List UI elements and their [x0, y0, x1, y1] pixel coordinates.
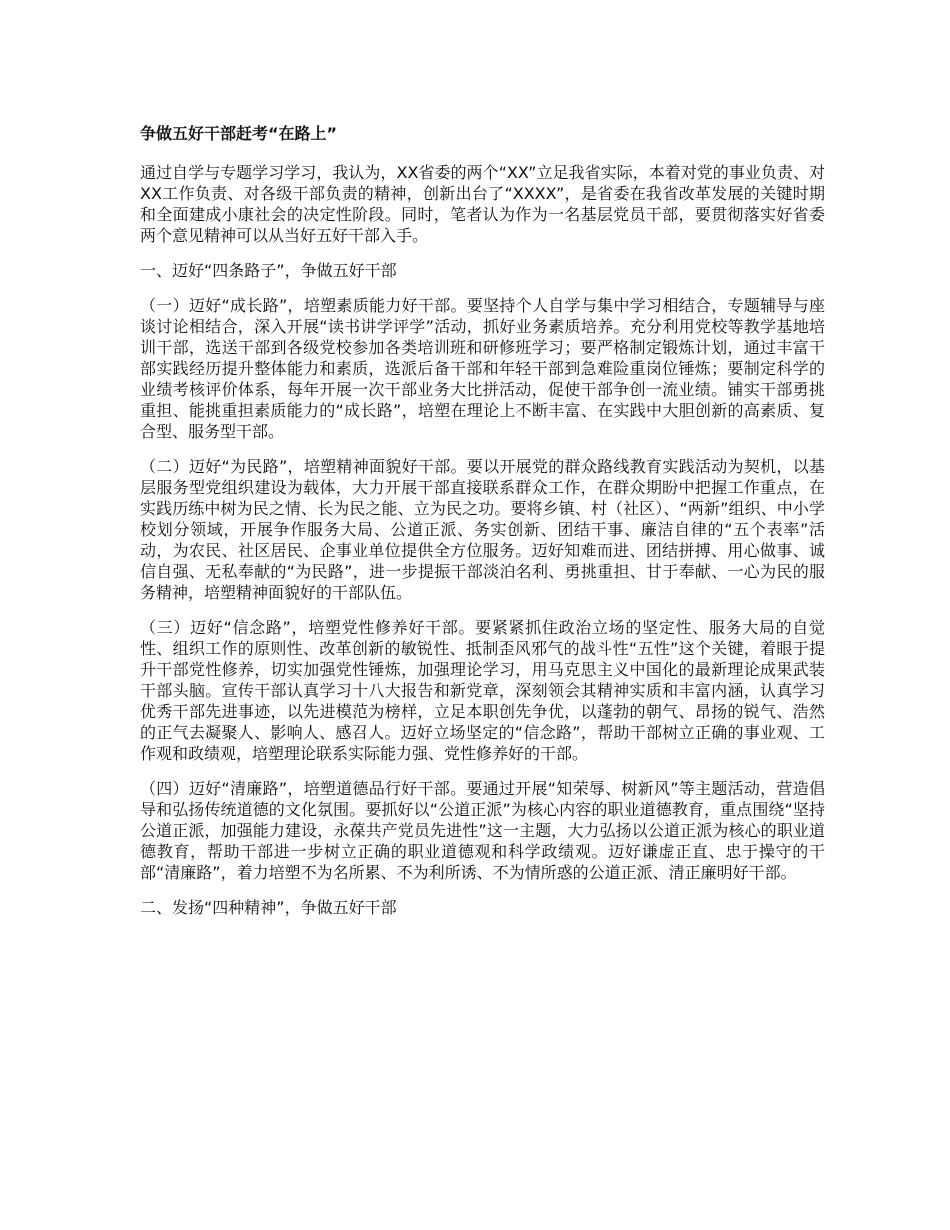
- intro-paragraph: 通过自学与专题学习学习，我认为，XX省委的两个“XX”立足我省实际，本着对党的事业负责、对XX工作负责、对各级干部负责的精神，创新出台了“XXXX”，是省委在我省改革发展的关键时期和全面建成小康社会的决定性阶段。同时，笔者认为作为一名基层党员干部，要贯彻落实好省委两个意见精神可以从当好五好干部入手。: [140, 163, 825, 245]
- document-page: [140, 122, 825, 932]
- paragraph-people-road: （二）迈好“为民路”，培塑精神面貌好干部。要以开展党的群众路线教育实践活动为契机，以基层服务型党组织建设为载体，大力开展干部直接联系群众工作，在群众期盼中把握工作重点，在实践历练中树为民之情、长为民之能、立为民之功。要将乡镇、村（社区）、“两新”组织、中小学校划分领域，开展争作服务大局、公道正派、务实创新、团结干事、廉洁自律的“五个表率”活动，为农民、社区居民、企事业单位提供全方位服务。迈好知难而进、团结拼搏、用心做事、诚信自强、无私奉献的“为民路”，进一步提振干部淡泊名利、勇挑重担、甘于奉献、一心为民的服务精神，培塑精神面貌好的干部队伍。: [140, 457, 825, 602]
- document-title: 争做五好干部赶考“在路上”: [140, 124, 338, 143]
- paragraph-growth-road: （一）迈好“成长路”，培塑素质能力好干部。要坚持个人自学与集中学习相结合，专题辅导与座谈讨论相结合，深入开展“读书讲学评学”活动，抓好业务素质培养。充分利用党校等教学基地培训干部，选送干部到各级党校参加各类培训班和研修班学习；要严格制定锻炼计划，通过丰富干部实践经历提升整体能力和素质，选派后备干部和年轻干部到急难险重岗位锤炼；要制定科学的业绩考核评价体系，每年开展一次干部业务大比拼活动，促使干部争创一流业绩。铺实干部勇挑重担、能挑重担素质能力的“成长路”，培塑在理论上不断丰富、在实践中大胆创新的高素质、复合型、服务型干部。: [140, 296, 825, 441]
- section-heading-2: 二、发扬“四种精神”，争做五好干部: [140, 898, 397, 917]
- paragraph-integrity-road: （四）迈好“清廉路”，培塑道德品行好干部。要通过开展“知荣辱、树新风”等主题活动，营造倡导和弘扬传统道德的文化氛围。要抓好以“公道正派”为核心内容的职业道德教育，重点围绕“坚持公道正派，加强能力建设，永葆共产党员先进性”这一主题，大力弘扬以公道正派为核心的职业道德教育，帮助干部进一步树立正确的职业道德观和科学政绩观。迈好谦虚正直、忠于操守的干部“清廉路”，着力培塑不为名所累、不为利所诱、不为情所惑的公道正派、清正廉明好干部。: [140, 779, 825, 882]
- section-heading-1: 一、迈好“四条路子”，争做五好干部: [140, 261, 397, 280]
- paragraph-belief-road: （三）迈好“信念路”，培塑党性修养好干部。要紧紧抓住政治立场的坚定性、服务大局的自觉性、组织工作的原则性、改革创新的敏锐性、抵制歪风邪气的战斗性“五性”这个关键，着眼于提升干部党性修养，切实加强党性锤炼，加强理论学习，用马克思主义中国化的最新理论成果武装干部头脑。宣传干部认真学习十八大报告和新党章，深刻领会其精神实质和丰富内涵，认真学习优秀干部先进事迹，以先进模范为榜样，立足本职创先争优，以蓬勃的朝气、昂扬的锐气、浩然的正气去凝聚人、影响人、感召人。迈好立场坚定的“信念路”，帮助干部树立正确的事业观、工作观和政绩观，培塑理论联系实际能力强、党性修养好的干部。: [140, 618, 825, 763]
